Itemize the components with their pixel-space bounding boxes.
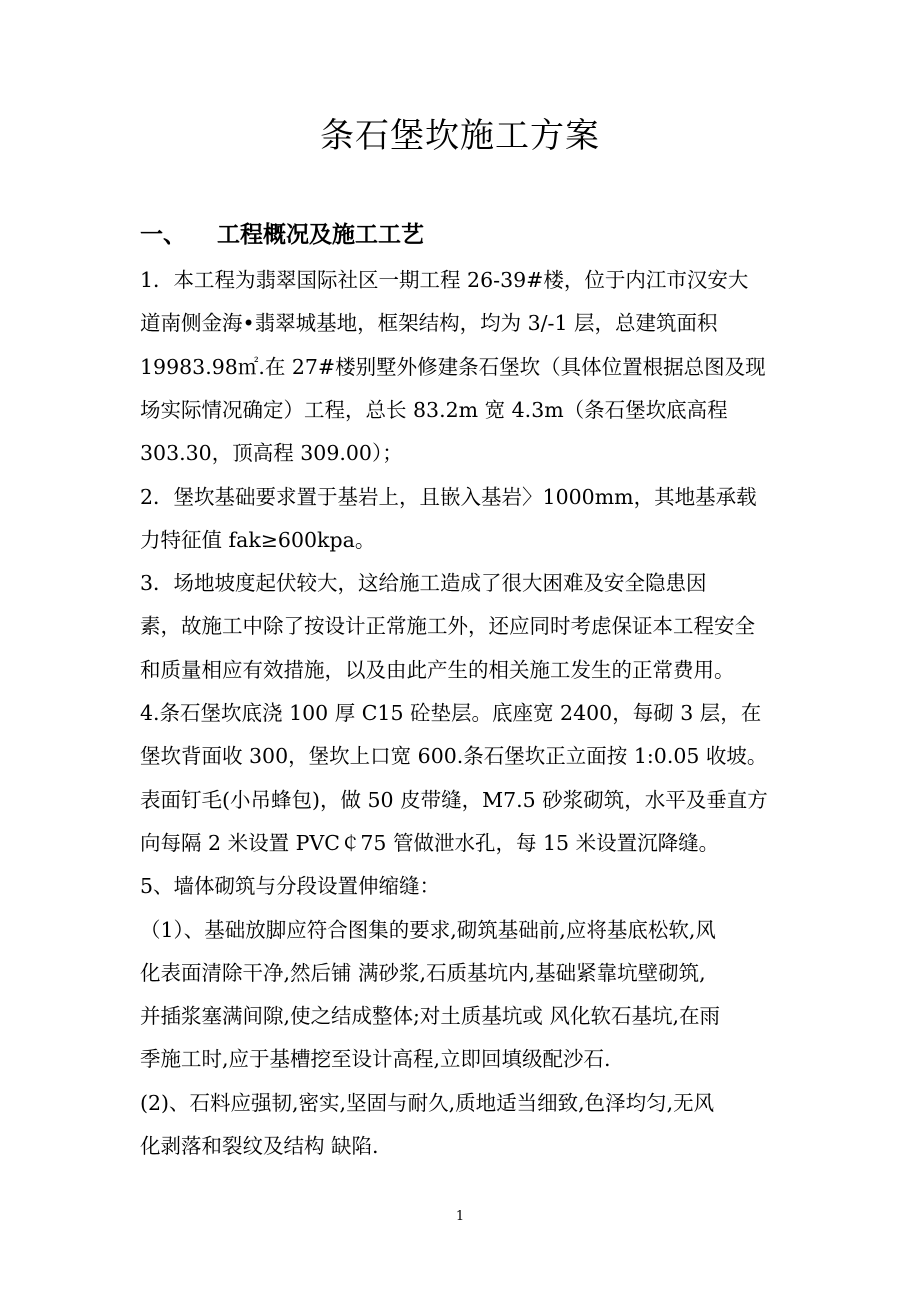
body-line: 并插浆塞满间隙,使之结成整体;对土质基坑或 风化软石基坑,在雨 [140, 1004, 720, 1029]
body-line: 2．堡坎基础要求置于基岩上，且嵌入基岩〉1000mm，其地基承载 [140, 484, 757, 509]
section-heading-text: 工程概况及施工工艺 [217, 222, 424, 248]
body-line: 化剥落和裂纹及结构 缺陷. [140, 1134, 379, 1158]
body-line: 3．场地坡度起伏较大，这给施工造成了很大困难及安全隐患因 [140, 571, 707, 596]
body-line: 4.条石堡坎底浇 100 厚 C15 砼垫层。底座宽 2400，每砌 3 层，在 [140, 701, 762, 725]
page-number: 1 [455, 1209, 465, 1224]
body-line: 道南侧金海•翡翠城基地，框架结构，均为 3/-1 层，总建筑面积 [140, 311, 718, 336]
body-line: 和质量相应有效措施，以及由此产生的相关施工发生的正常费用。 [140, 657, 735, 682]
body-line: 303.30，顶高程 309.00）； [140, 441, 403, 466]
body-line: 场实际情况确定）工程，总长 83.2m 宽 4.3m（条石堡坎底高程 [140, 397, 728, 422]
body-line: (2)、石料应强韧,密实,坚固与耐久,质地适当细致,色泽均匀,无风 [140, 1090, 715, 1115]
body-line: 季施工时,应于基槽挖至设计高程,立即回填级配沙石. [140, 1047, 611, 1072]
body-line: （1）、基础放脚应符合图集的要求,砌筑基础前,应将基底松软,风 [140, 917, 716, 942]
body-line: 19983.98㎡.在 27#楼别墅外修建条石堡坎（具体位置根据总图及现 [140, 354, 766, 379]
body-line: 表面钉毛(小吊蜂包)，做 50 皮带缝，M7.5 砂浆砌筑，水平及垂直方 [140, 787, 768, 812]
body-line: 力特征值 fak≥600kpa。 [140, 527, 376, 552]
body-line: 1．本工程为翡翠国际社区一期工程 26-39#楼，位于内江市汉安大 [140, 268, 749, 292]
body-line: 化表面清除干净,然后铺 满砂浆,石质基坑内,基础紧靠坑壁砌筑, [140, 960, 706, 985]
body-line: 向每隔 2 米设置 PVC￠75 管做泄水孔，每 15 米设置沉降缝。 [140, 830, 720, 855]
document-title: 条石堡坎施工方案 [320, 116, 600, 156]
body-line: 堡坎背面收 300，堡坎上口宽 600.条石堡坎正立面按 1:0.05 收坡。 [140, 744, 768, 769]
body-line: 素，故施工中除了按设计正常施工外，还应同时考虑保证本工程安全 [140, 614, 755, 639]
section-number: 一、 [140, 222, 186, 248]
section-heading [140, 218, 424, 252]
body-line: 5、墙体砌筑与分段设置伸缩缝： [140, 874, 441, 899]
